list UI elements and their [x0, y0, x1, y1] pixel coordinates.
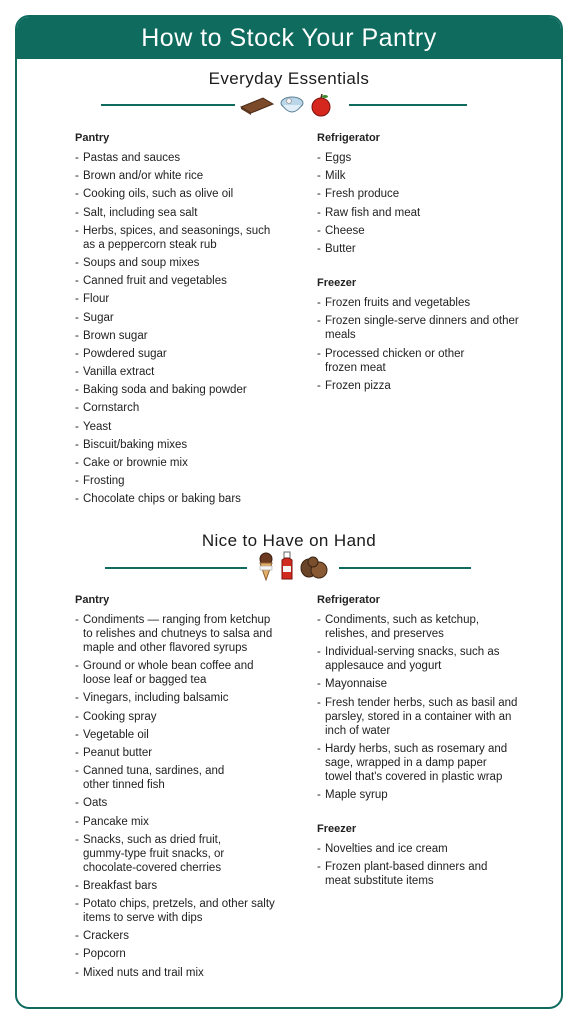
list-item: - Cornstarch	[75, 401, 305, 415]
list-item: - Frosting	[75, 474, 305, 488]
list-item: - Pastas and sauces	[75, 151, 305, 165]
list-item: - Powdered sugar	[75, 347, 305, 361]
ice-cream-icon	[257, 551, 275, 586]
list-item: - Potato chips, pretzels, and other salty items to serve with dips	[75, 897, 281, 925]
list-item: - Oats	[75, 796, 281, 810]
essentials-pantry-label: Pantry	[75, 132, 110, 144]
essentials-refrigerator-label: Refrigerator	[317, 132, 380, 144]
nuts-icon	[299, 553, 329, 584]
list-item: - Maple syrup	[317, 788, 523, 802]
list-item: - Chocolate chips or baking bars	[75, 492, 305, 506]
list-item: - Popcorn	[75, 947, 281, 961]
nice-freezer-label: Freezer	[317, 823, 357, 836]
essentials-pantry-list	[75, 151, 305, 506]
pantry-card	[15, 15, 563, 1009]
nice-rule-right	[339, 567, 471, 569]
list-item: - Frozen pizza	[317, 379, 527, 393]
nice-icons	[257, 551, 329, 586]
list-item: - Ground or whole bean coffee and loose leaf or bagged tea	[75, 659, 281, 687]
apple-icon	[309, 93, 333, 122]
list-item: - Condiments, such as ketchup, relishes, and preserves	[317, 613, 505, 641]
list-item: - Processed chicken or other frozen meat	[317, 347, 495, 375]
list-item: - Condiments — ranging from ketchup to relishes and chutneys to salsa and maple and other flavored syrups	[75, 613, 281, 655]
list-item: - Brown and/or white rice	[75, 169, 305, 183]
nice-refrigerator-list	[317, 613, 523, 802]
list-item: - Breakfast bars	[75, 879, 281, 893]
essentials-rule-left	[101, 104, 235, 106]
list-item: - Canned tuna, sardines, and other tinned fish	[75, 764, 233, 792]
list-item: - Herbs, spices, and seasonings, such as a peppercorn steak rub	[75, 224, 273, 252]
list-item: - Biscuit/baking mixes	[75, 438, 305, 452]
list-item: - Cheese	[317, 224, 527, 238]
list-item: - Novelties and ice cream	[317, 842, 523, 856]
page-title: How to Stock Your Pantry	[17, 17, 561, 59]
ketchup-icon	[279, 551, 295, 586]
list-item: - Frozen fruits and vegetables	[317, 296, 527, 310]
list-item: - Yeast	[75, 420, 305, 434]
list-item: - Raw fish and meat	[317, 206, 527, 220]
list-item: - Frozen single-serve dinners and other meals	[317, 314, 527, 342]
list-item: - Vanilla extract	[75, 365, 305, 379]
essentials-refrigerator-list	[317, 151, 527, 256]
list-item: - Vegetable oil	[75, 728, 281, 742]
list-item: - Milk	[317, 169, 527, 183]
list-item: - Canned fruit and vegetables	[75, 274, 305, 288]
list-item: - Frozen plant-based dinners and meat substitute items	[317, 860, 495, 888]
list-item: - Peanut butter	[75, 746, 281, 760]
list-item: - Brown sugar	[75, 329, 305, 343]
essentials-heading: Everyday Essentials	[208, 69, 370, 88]
list-item: - Fresh produce	[317, 187, 527, 201]
nice-heading: Nice to Have on Hand	[201, 531, 377, 550]
list-item: - Mixed nuts and trail mix	[75, 966, 281, 980]
list-item: - Sugar	[75, 311, 305, 325]
list-item: - Eggs	[317, 151, 527, 165]
list-item: - Salt, including sea salt	[75, 206, 305, 220]
essentials-freezer-label: Freezer	[317, 277, 357, 290]
essentials-rule-right	[349, 104, 467, 106]
nice-pantry-column	[75, 593, 281, 984]
list-item: - Vinegars, including balsamic	[75, 691, 281, 705]
nice-freezer-list	[317, 842, 523, 888]
nice-pantry-label: Pantry	[75, 594, 110, 606]
list-item: - Butter	[317, 242, 527, 256]
list-item: - Soups and soup mixes	[75, 256, 305, 270]
list-item: - Baking soda and baking powder	[75, 383, 305, 397]
list-item: - Mayonnaise	[317, 677, 523, 691]
bowl-icon	[279, 93, 305, 122]
list-item: - Hardy herbs, such as rosemary and sage, wrapped in a damp paper towel that's covered in plastic wrap	[317, 742, 509, 784]
essentials-pantry-column	[75, 131, 305, 511]
list-item: - Individual-serving snacks, such as applesauce and yogurt	[317, 645, 523, 673]
list-item: - Cake or brownie mix	[75, 456, 305, 470]
list-item: - Crackers	[75, 929, 281, 943]
essentials-freezer-list	[317, 296, 527, 393]
list-item: - Flour	[75, 292, 305, 306]
nice-refrigerator-label: Refrigerator	[317, 594, 380, 606]
cutting-board-icon	[239, 95, 275, 120]
list-item: - Snacks, such as dried fruit, gummy-type fruit snacks, or chocolate-covered cherries	[75, 833, 259, 875]
list-item: - Fresh tender herbs, such as basil and parsley, stored in a container with an inch of water	[317, 696, 523, 738]
nice-pantry-list	[75, 613, 281, 980]
nice-cold-column	[317, 593, 523, 893]
list-item: - Cooking spray	[75, 710, 281, 724]
list-item: - Cooking oils, such as olive oil	[75, 187, 305, 201]
list-item: - Pancake mix	[75, 815, 281, 829]
essentials-icons	[239, 93, 333, 122]
essentials-cold-column	[317, 131, 527, 397]
nice-rule-left	[105, 567, 247, 569]
